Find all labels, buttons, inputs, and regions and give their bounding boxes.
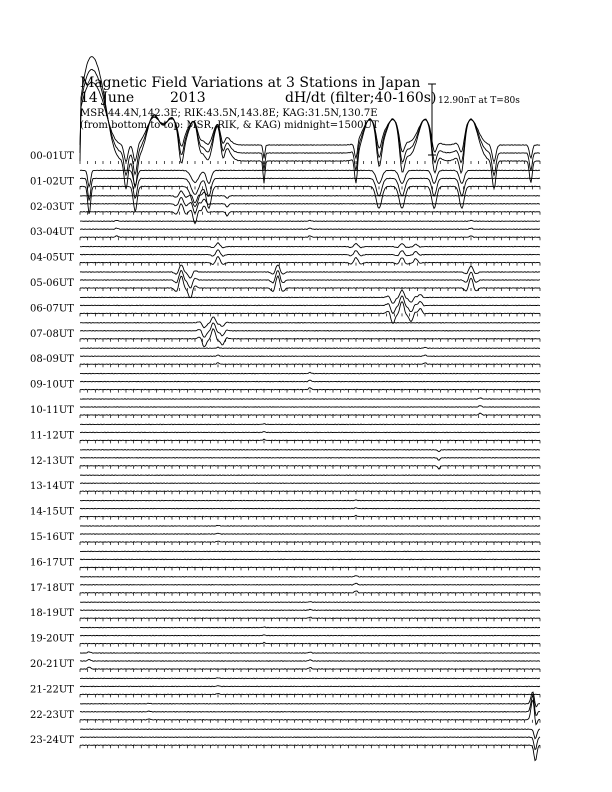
hour-row	[30, 576, 540, 596]
trace-msr	[80, 551, 540, 552]
trace-rik	[80, 270, 540, 287]
minute-ticks	[80, 186, 540, 189]
minute-ticks	[80, 313, 540, 316]
minute-ticks	[80, 212, 540, 215]
trace-rik	[80, 457, 540, 460]
hour-row	[30, 243, 540, 266]
chart-date: 14 June	[80, 90, 135, 106]
hour-row-label: 14-15UT	[30, 506, 74, 518]
trace-rik	[80, 583, 540, 585]
minute-ticks	[80, 339, 540, 342]
hour-row-label: 16-17UT	[30, 557, 74, 569]
trace-rik	[80, 380, 540, 382]
hour-row	[30, 170, 540, 214]
minute-ticks	[80, 415, 540, 418]
trace-msr	[80, 475, 540, 476]
trace-msr	[80, 347, 540, 349]
minute-ticks	[80, 237, 540, 240]
hour-row	[30, 290, 540, 323]
trace-msr	[80, 372, 540, 374]
trace-msr	[80, 317, 540, 328]
hour-row-label: 04-05UT	[30, 252, 74, 264]
minute-ticks	[80, 161, 540, 164]
minute-ticks	[80, 720, 540, 723]
hour-row	[30, 729, 540, 761]
trace-msr	[80, 220, 540, 221]
hour-row	[30, 627, 540, 647]
hour-row	[30, 398, 540, 418]
trace-rik	[80, 635, 540, 636]
hour-row	[30, 424, 540, 444]
hour-row-label: 09-10UT	[30, 379, 74, 391]
trace-msr	[80, 500, 540, 501]
trace-rik	[80, 659, 540, 661]
minute-ticks	[80, 263, 540, 266]
hour-row	[30, 347, 540, 367]
hour-row-label: 22-23UT	[30, 709, 74, 721]
hour-row	[30, 551, 540, 570]
hour-row-label: 23-24UT	[30, 735, 74, 747]
minute-ticks	[80, 745, 540, 748]
minute-ticks	[80, 644, 540, 647]
hour-row-label: 12-13UT	[30, 455, 74, 467]
hour-row-label: 07-08UT	[30, 328, 74, 340]
minute-ticks	[80, 364, 540, 367]
hour-row-label: 06-07UT	[30, 303, 74, 315]
trace-kag	[80, 186, 540, 214]
stations-line: MSR:44.4N,142.3E; RIK:43.5N,143.8E; KAG:31.5N,130.7E	[80, 108, 378, 119]
hour-row	[30, 475, 540, 494]
hour-row	[30, 500, 540, 520]
minute-ticks	[80, 593, 540, 596]
trace-rik	[80, 323, 540, 337]
chart-title: Magnetic Field Variations at 3 Stations in Japan	[80, 75, 421, 91]
hour-row	[30, 317, 540, 347]
hour-row-label: 03-04UT	[30, 227, 74, 239]
row-groups	[30, 57, 540, 761]
trace-msr	[80, 602, 540, 603]
minute-ticks	[80, 440, 540, 443]
minute-ticks	[80, 618, 540, 621]
hour-row-label: 00-01UT	[30, 151, 74, 162]
minute-ticks	[80, 669, 540, 672]
trace-msr	[80, 525, 540, 526]
hour-row-label: 11-12UT	[30, 430, 74, 442]
trace-rik	[80, 696, 540, 716]
hour-row	[30, 265, 540, 298]
hour-row-label: 02-03UT	[30, 201, 74, 213]
trace-rik	[80, 559, 540, 560]
hour-row-label: 20-21UT	[30, 659, 74, 670]
hour-row-label: 17-18UT	[30, 582, 74, 594]
hour-row	[30, 678, 540, 698]
trace-msr	[80, 398, 540, 399]
trace-rik	[80, 686, 540, 687]
hour-row-label: 01-02UT	[30, 176, 74, 188]
hour-row	[30, 602, 540, 622]
minute-ticks	[80, 542, 540, 545]
hour-row-label: 08-09UT	[30, 354, 74, 366]
minute-ticks	[80, 567, 540, 570]
trace-rik	[80, 296, 540, 314]
hour-row	[30, 652, 540, 672]
trace-rik	[80, 508, 540, 509]
scale-label: 12.90nT at T=80s	[438, 96, 520, 106]
hour-row-label: 10-11UT	[30, 405, 74, 416]
chart-year: 2013	[170, 90, 206, 106]
trace-msr	[80, 652, 540, 654]
trace-rik	[80, 250, 540, 257]
hour-row	[30, 449, 540, 469]
hour-row	[30, 372, 540, 392]
hour-row-label: 19-20UT	[30, 633, 74, 645]
hour-row-label: 21-22UT	[30, 684, 74, 696]
minute-ticks	[80, 491, 540, 494]
trace-msr	[80, 265, 540, 278]
trace-rik	[80, 406, 540, 408]
minute-ticks	[80, 390, 540, 393]
minute-ticks	[80, 288, 540, 291]
minute-ticks	[80, 517, 540, 520]
hour-row-label: 18-19UT	[30, 608, 74, 620]
trace-msr	[80, 449, 540, 451]
chart-quantity: dH/dt (filter;40-160s)	[285, 90, 437, 106]
trace-msr	[80, 627, 540, 628]
hour-row-label: 13-14UT	[30, 481, 74, 493]
hour-row	[30, 525, 540, 545]
trace-msr	[80, 290, 540, 303]
trace-rik	[80, 355, 540, 357]
trace-rik	[80, 533, 540, 534]
hour-row-label: 05-06UT	[30, 278, 74, 289]
trace-msr	[80, 243, 540, 248]
trace-msr	[80, 678, 540, 679]
minute-ticks	[80, 694, 540, 697]
minute-ticks	[80, 466, 540, 469]
trace-rik	[80, 609, 540, 610]
trace-rik	[80, 197, 540, 213]
hour-row-label: 15-16UT	[30, 532, 74, 543]
hour-row	[30, 191, 540, 224]
trace-msr	[80, 576, 540, 577]
trace-msr	[80, 424, 540, 425]
trace-rik	[80, 228, 540, 230]
trace-rik	[80, 483, 540, 484]
hour-row	[30, 220, 540, 240]
trace-msr	[80, 191, 540, 203]
trace-rik	[80, 432, 540, 433]
trace-kag	[80, 276, 540, 298]
order-line: (from bottom to top: MSR, RIK, & KAG) midnight=1500UT	[80, 120, 379, 131]
